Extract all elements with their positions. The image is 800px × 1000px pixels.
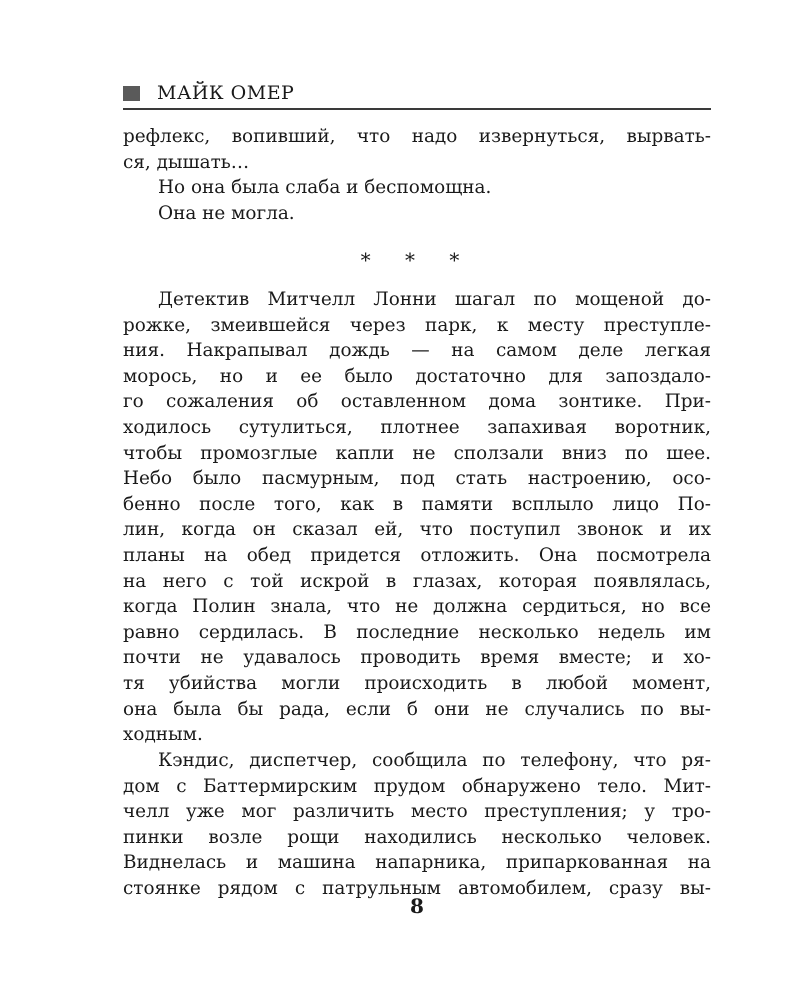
text-line: челл уже мог различить место преступления; у тро- xyxy=(123,801,711,823)
text-line: когда Полин знала, что не должна сердиться, но все xyxy=(123,596,711,618)
text-line: почти не удавалось проводить время вместе; и хо- xyxy=(123,647,711,669)
text-line: дом с Баттермирским прудом обнаружено тело. Мит- xyxy=(123,775,711,797)
running-header xyxy=(123,80,711,110)
text-line: ния. Накрапывал дождь — на самом деле легкая xyxy=(123,340,711,362)
text-line: ходилось сутулиться, плотнее запахивая воротник, xyxy=(123,416,711,438)
header-author-title: МАЙК ОМЕР xyxy=(157,82,295,104)
text-line: пинки возле рощи находились несколько человек. xyxy=(123,826,711,848)
text-line: планы на обед придется отложить. Она посмотрела xyxy=(123,544,711,566)
text-line: Виднелась и машина напарника, припаркованная на xyxy=(123,852,711,874)
text-line: морось, но и ее было достаточно для запоздало- xyxy=(123,365,711,387)
text-line: рожке, змеившейся через парк, к месту преступле- xyxy=(123,314,711,336)
paragraph-1 xyxy=(123,287,711,748)
text-line: Но она была слаба и беспомощна. xyxy=(158,177,492,199)
text-line: Она не могла. xyxy=(158,202,295,224)
text-line: ходным. xyxy=(123,724,203,746)
text-line: стоянке рядом с патрульным автомобилем, сразу вы- xyxy=(123,877,711,899)
text-line: лин, когда он сказал ей, что поступил звонок и их xyxy=(123,519,711,541)
text-line: на него с той искрой в глазах, которая появлялась, xyxy=(123,570,711,592)
text-line: чтобы промозглые капли не сползали вниз по шее. xyxy=(123,442,711,464)
text-line: го сожаления об оставленном дома зонтике. При- xyxy=(123,391,711,413)
text-line: бенно после того, как в памяти всплыло лицо По- xyxy=(123,493,711,515)
text-line: Небо было пасмурным, под стать настроению, осо- xyxy=(123,468,711,490)
paragraph-2 xyxy=(123,748,711,902)
text-line: ся, дышать… xyxy=(123,151,250,173)
text-line: Кэндис, диспетчер, сообщила по телефону, что ря- xyxy=(158,750,711,771)
intro-text-block xyxy=(123,124,711,226)
text-line: рефлекс, вопивший, что надо извернуться, вырвать- xyxy=(123,126,711,147)
text-line: равно сердилась. В последние несколько недель им xyxy=(123,621,711,643)
section-separator: * * * xyxy=(360,248,474,272)
text-line: Детектив Митчелл Лонни шагал по мощеной до- xyxy=(158,289,711,310)
header-square-marker xyxy=(123,86,140,101)
text-line: тя убийства могли происходить в любой момент, xyxy=(123,672,711,694)
page-number: 8 xyxy=(410,894,424,918)
text-line: она была бы рада, если б они не случались по вы- xyxy=(123,698,711,720)
